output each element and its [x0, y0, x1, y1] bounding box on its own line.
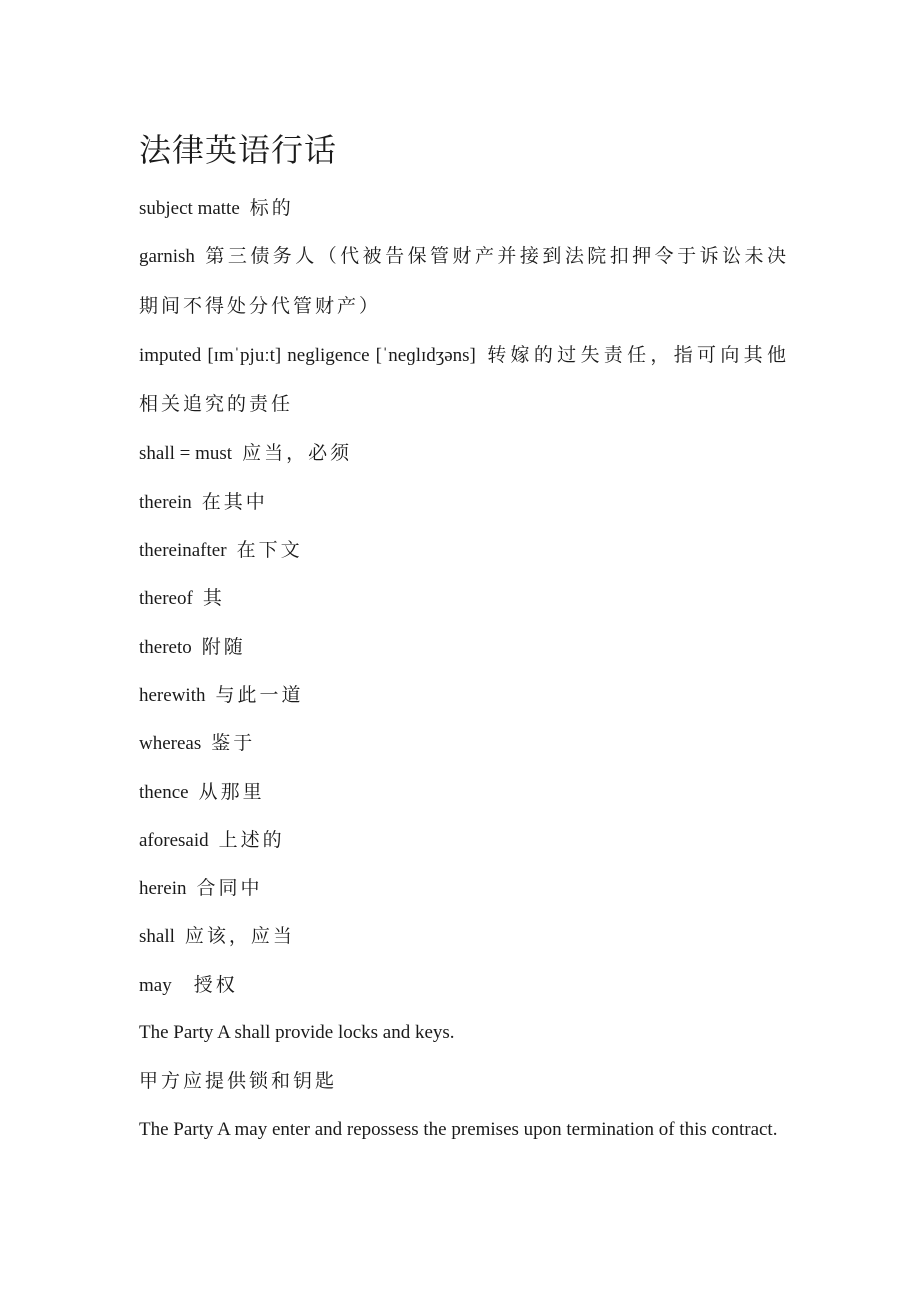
entry-may: [139, 961, 789, 1009]
entry-term: subject matte: [139, 198, 240, 219]
entry-shall: [139, 912, 789, 960]
entry-term: shall: [139, 926, 175, 948]
document-title: 法律英语行话: [139, 131, 338, 169]
entry-thereto: [139, 623, 789, 671]
entry-translation: 鉴于: [211, 732, 256, 755]
entry-term: thereto: [139, 636, 192, 658]
entry-thereof: [139, 574, 789, 622]
entry-thence: [139, 768, 789, 816]
entry-translation: 附随: [201, 635, 246, 658]
entry-thereinafter: [139, 526, 789, 574]
entry-translation: 应当，必须: [242, 442, 353, 465]
entry-term: thereinafter: [139, 540, 227, 562]
entry-translation: 合同中: [196, 877, 263, 900]
entry-term: thereof: [139, 588, 193, 610]
entry-translation: 在其中: [201, 490, 268, 513]
document-page: [139, 128, 789, 1154]
entry-term: garnish: [139, 246, 195, 268]
entry-translation: 从那里: [198, 780, 265, 803]
entry-shall-must: [139, 429, 789, 477]
entry-translation: 在下文: [236, 539, 303, 562]
entry-garnish: [139, 232, 789, 331]
entry-imputed-negligence: [139, 331, 789, 430]
entry-term: imputed [ɪmˈpjuːt] negligence [ˈneɡlɪdʒəns]: [139, 344, 476, 366]
example-sentence-zh: 甲方应提供锁和钥匙: [139, 1070, 338, 1093]
example-sentence-en: The Party A may enter and repossess the premises upon termination of this contract.: [139, 1118, 778, 1140]
entry-herein: [139, 864, 789, 912]
entry-translation: 授权: [193, 973, 238, 996]
entry-translation: 其: [202, 587, 225, 610]
entry-term: herein: [139, 878, 187, 900]
entry-term: aforesaid: [139, 829, 209, 851]
entry-therein: [139, 478, 789, 526]
entry-aforesaid: [139, 816, 789, 864]
entry-term: whereas: [139, 733, 202, 755]
example-sentence-en: The Party A shall provide locks and keys.: [139, 1022, 455, 1044]
entry-translation: 与此一道: [215, 683, 304, 706]
entry-subject-matte: [139, 184, 789, 232]
entry-term: therein: [139, 491, 192, 513]
entry-translation: 转嫁的过失责任，指可向其他相关追究的责任: [139, 343, 789, 416]
entry-translation: 标的: [249, 197, 294, 219]
entry-herewith: [139, 671, 789, 719]
entry-term: shall = must: [139, 443, 233, 465]
entry-translation: 应该，应当: [184, 925, 295, 948]
entry-term: herewith: [139, 684, 206, 706]
entry-whereas: [139, 719, 789, 767]
entry-term: may: [139, 974, 172, 996]
entry-term: thence: [139, 781, 189, 803]
entry-translation: 第三债务人（代被告保管财产并接到法院扣押令于诉讼未决期间不得处分代管财产）: [139, 245, 789, 317]
entry-translation: 上述的: [218, 828, 285, 851]
